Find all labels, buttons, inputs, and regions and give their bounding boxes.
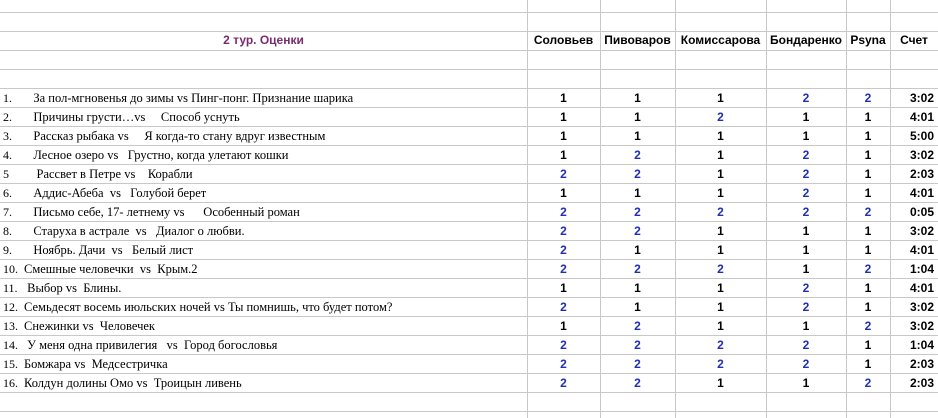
judge-score-cell[interactable]: 2 bbox=[634, 338, 641, 352]
judge-score-cell[interactable]: 1 bbox=[717, 186, 724, 200]
judge-score-cell[interactable]: 2 bbox=[634, 262, 641, 276]
judge-score-cell[interactable]: 1 bbox=[717, 129, 724, 143]
row-number[interactable]: 2. bbox=[3, 110, 12, 124]
judge-score-cell[interactable]: 2 bbox=[802, 281, 810, 295]
total-score-cell[interactable]: 2:03 bbox=[909, 357, 934, 371]
row-number[interactable]: 15. bbox=[3, 357, 18, 371]
row-number[interactable]: 9. bbox=[3, 243, 12, 257]
judge-score-cell[interactable]: 1 bbox=[560, 110, 567, 124]
judge-score-cell[interactable]: 1 bbox=[717, 281, 724, 295]
judge-score-cell[interactable]: 1 bbox=[864, 129, 872, 143]
pairing-text[interactable]: Семьдесят восемь июльских ночей vs Ты помнишь, что будет потом? bbox=[24, 300, 393, 314]
judge-score-cell[interactable]: 2 bbox=[560, 338, 567, 352]
judge-score-cell[interactable]: 2 bbox=[717, 262, 724, 276]
judge-score-cell[interactable]: 2 bbox=[560, 243, 567, 257]
grid-row-line bbox=[0, 69, 938, 70]
judge-score-cell[interactable]: 2 bbox=[634, 319, 641, 333]
sheet-title: 2 тур. Оценки bbox=[223, 33, 304, 47]
judge-score-cell[interactable]: 1 bbox=[802, 319, 810, 333]
judge-score-cell[interactable]: 2 bbox=[864, 262, 872, 276]
judge-score-cell[interactable]: 1 bbox=[864, 186, 872, 200]
total-score-cell[interactable]: 4:01 bbox=[909, 110, 934, 124]
judge-score-cell[interactable]: 2 bbox=[864, 91, 872, 105]
judge-score-cell[interactable]: 2 bbox=[802, 91, 810, 105]
judge-header[interactable]: Соловьев bbox=[533, 33, 594, 47]
judge-score-cell[interactable]: 2 bbox=[634, 205, 641, 219]
judge-score-cell[interactable]: 1 bbox=[864, 281, 872, 295]
total-score-cell[interactable]: 3:02 bbox=[909, 224, 934, 238]
judge-score-cell[interactable]: 1 bbox=[802, 129, 810, 143]
pairing-text[interactable]: Снежинки vs Человечек bbox=[24, 319, 155, 333]
score-header: Счет bbox=[900, 33, 928, 47]
total-score-cell[interactable]: 0:05 bbox=[909, 205, 934, 219]
judge-score-cell[interactable]: 1 bbox=[560, 186, 567, 200]
judge-score-cell[interactable]: 2 bbox=[717, 205, 724, 219]
judge-score-cell[interactable]: 2 bbox=[560, 205, 567, 219]
judge-score-cell[interactable]: 1 bbox=[717, 224, 724, 238]
total-score-cell[interactable]: 4:01 bbox=[909, 243, 934, 257]
total-score-cell[interactable]: 2:03 bbox=[909, 376, 934, 390]
grid-row-line bbox=[0, 12, 938, 13]
judge-score-cell[interactable]: 2 bbox=[864, 376, 872, 390]
grid-row-line bbox=[0, 411, 938, 412]
total-score-cell[interactable]: 1:04 bbox=[909, 338, 934, 352]
judge-header[interactable]: Psyna bbox=[850, 33, 886, 47]
row-number[interactable]: 5 bbox=[3, 167, 9, 181]
judge-score-cell[interactable]: 1 bbox=[864, 300, 872, 314]
judge-score-cell[interactable]: 1 bbox=[864, 110, 872, 124]
grid-row-line bbox=[0, 50, 938, 51]
judge-header[interactable]: Комиссарова bbox=[680, 33, 761, 47]
pairing-text[interactable]: Старуха в астрале vs Диалог о любви. bbox=[24, 224, 245, 238]
judge-score-cell[interactable]: 1 bbox=[634, 281, 641, 295]
judge-score-cell[interactable]: 1 bbox=[634, 129, 641, 143]
judge-score-cell[interactable]: 2 bbox=[802, 205, 810, 219]
judge-score-cell[interactable]: 1 bbox=[802, 243, 810, 257]
judge-score-cell[interactable]: 1 bbox=[802, 376, 810, 390]
judge-score-cell[interactable]: 1 bbox=[802, 110, 810, 124]
row-number[interactable]: 4. bbox=[3, 148, 12, 162]
pairing-text[interactable]: Причины грусти…vs Способ уснуть bbox=[24, 110, 240, 124]
pairing-text[interactable]: Смешные человечки vs Крым.2 bbox=[24, 262, 198, 276]
pairing-text[interactable]: Аддис-Абеба vs Голубой берет bbox=[24, 186, 207, 200]
judge-score-cell[interactable]: 2 bbox=[717, 338, 724, 352]
judge-score-cell[interactable]: 1 bbox=[864, 338, 872, 352]
pairing-text[interactable]: Письмо себе, 17- летнему vs Особенный роман bbox=[24, 205, 300, 219]
judge-score-cell[interactable]: 2 bbox=[634, 357, 641, 371]
judge-score-cell[interactable]: 2 bbox=[560, 357, 567, 371]
judge-header[interactable]: Пивоваров bbox=[604, 33, 671, 47]
total-score-cell[interactable]: 3:02 bbox=[909, 148, 934, 162]
judge-score-cell[interactable]: 1 bbox=[864, 243, 872, 257]
judge-score-cell[interactable]: 1 bbox=[634, 186, 641, 200]
judge-score-cell[interactable]: 1 bbox=[560, 148, 567, 162]
judge-score-cell[interactable]: 1 bbox=[717, 148, 724, 162]
judge-score-cell[interactable]: 1 bbox=[560, 91, 567, 105]
total-score-cell[interactable]: 3:02 bbox=[909, 300, 934, 314]
judge-score-cell[interactable]: 2 bbox=[560, 224, 567, 238]
judge-score-cell[interactable]: 2 bbox=[802, 148, 810, 162]
pairing-text[interactable]: Выбор vs Блины. bbox=[24, 281, 122, 295]
row-number[interactable]: 12. bbox=[3, 300, 18, 314]
row-number[interactable]: 1. bbox=[3, 91, 12, 105]
pairing-text[interactable]: За пол-мгновенья до зимы vs Пинг-понг. Признание шарика bbox=[24, 91, 354, 105]
row-number[interactable]: 13. bbox=[3, 319, 18, 333]
judge-score-cell[interactable]: 2 bbox=[802, 167, 810, 181]
judge-score-cell[interactable]: 2 bbox=[864, 205, 872, 219]
total-score-cell[interactable]: 1:04 bbox=[909, 262, 934, 276]
judge-score-cell[interactable]: 1 bbox=[864, 167, 872, 181]
judge-score-cell[interactable]: 1 bbox=[864, 148, 872, 162]
judge-score-cell[interactable]: 2 bbox=[560, 262, 567, 276]
row-number[interactable]: 7. bbox=[3, 205, 12, 219]
judge-score-cell[interactable]: 2 bbox=[717, 357, 724, 371]
judge-score-cell[interactable]: 1 bbox=[560, 319, 567, 333]
row-number[interactable]: 6. bbox=[3, 186, 12, 200]
judge-score-cell[interactable]: 1 bbox=[634, 110, 641, 124]
judge-score-cell[interactable]: 1 bbox=[802, 262, 810, 276]
judge-score-cell[interactable]: 1 bbox=[864, 357, 872, 371]
judge-score-cell[interactable]: 1 bbox=[560, 281, 567, 295]
pairing-text[interactable]: Лесное озеро vs Грустно, когда улетают кошки bbox=[24, 148, 289, 162]
judge-score-cell[interactable]: 2 bbox=[802, 300, 810, 314]
judge-score-cell[interactable]: 1 bbox=[864, 224, 872, 238]
pairing-text[interactable]: Колдун долины Омо vs Троицын ливень bbox=[24, 376, 242, 390]
pairing-text[interactable]: У меня одна привилегия vs Город богословья bbox=[24, 338, 278, 352]
judge-score-cell[interactable]: 1 bbox=[717, 376, 724, 390]
judge-score-cell[interactable]: 2 bbox=[802, 338, 810, 352]
judge-score-cell[interactable]: 2 bbox=[560, 167, 567, 181]
row-number[interactable]: 14. bbox=[3, 338, 18, 352]
judge-score-cell[interactable]: 2 bbox=[864, 319, 872, 333]
pairing-text[interactable]: Бомжара vs Медсестричка bbox=[24, 357, 168, 371]
row-number[interactable]: 10. bbox=[3, 262, 18, 276]
total-score-cell[interactable]: 5:00 bbox=[909, 129, 934, 143]
total-score-cell[interactable]: 4:01 bbox=[909, 281, 934, 295]
judge-score-cell[interactable]: 1 bbox=[717, 167, 724, 181]
row-number[interactable]: 16. bbox=[3, 376, 18, 390]
judge-score-cell[interactable]: 1 bbox=[717, 91, 724, 105]
judge-score-cell[interactable]: 1 bbox=[634, 243, 641, 257]
judge-score-cell[interactable]: 1 bbox=[802, 224, 810, 238]
judge-score-cell[interactable]: 2 bbox=[634, 224, 641, 238]
judge-score-cell[interactable]: 1 bbox=[634, 300, 641, 314]
judge-score-cell[interactable]: 1 bbox=[717, 300, 724, 314]
total-score-cell[interactable]: 2:03 bbox=[909, 167, 934, 181]
judge-score-cell[interactable]: 2 bbox=[717, 110, 724, 124]
judge-score-cell[interactable]: 2 bbox=[802, 186, 810, 200]
judge-score-cell[interactable]: 1 bbox=[717, 319, 724, 333]
row-number[interactable]: 8. bbox=[3, 224, 12, 238]
judge-score-cell[interactable]: 1 bbox=[560, 129, 567, 143]
judge-score-cell[interactable]: 2 bbox=[634, 167, 641, 181]
judge-score-cell[interactable]: 2 bbox=[634, 376, 641, 390]
judge-score-cell[interactable]: 2 bbox=[560, 376, 567, 390]
judge-score-cell[interactable]: 1 bbox=[717, 243, 724, 257]
judge-score-cell[interactable]: 2 bbox=[802, 357, 810, 371]
row-number[interactable]: 11. bbox=[3, 281, 18, 295]
total-score-cell[interactable]: 3:02 bbox=[909, 91, 934, 105]
row-number[interactable]: 3. bbox=[3, 129, 12, 143]
judge-header[interactable]: Бондаренко bbox=[770, 33, 842, 47]
pairing-text[interactable]: Ноябрь. Дачи vs Белый лист bbox=[24, 243, 194, 257]
judge-score-cell[interactable]: 2 bbox=[560, 300, 567, 314]
total-score-cell[interactable]: 4:01 bbox=[909, 186, 934, 200]
pairing-text[interactable]: Рассвет в Петре vs Корабли bbox=[24, 167, 193, 181]
judge-score-cell[interactable]: 2 bbox=[634, 148, 641, 162]
pairing-text[interactable]: Рассказ рыбака vs Я когда-то стану вдруг известным bbox=[24, 129, 326, 143]
total-score-cell[interactable]: 3:02 bbox=[909, 319, 934, 333]
judge-score-cell[interactable]: 1 bbox=[634, 91, 641, 105]
